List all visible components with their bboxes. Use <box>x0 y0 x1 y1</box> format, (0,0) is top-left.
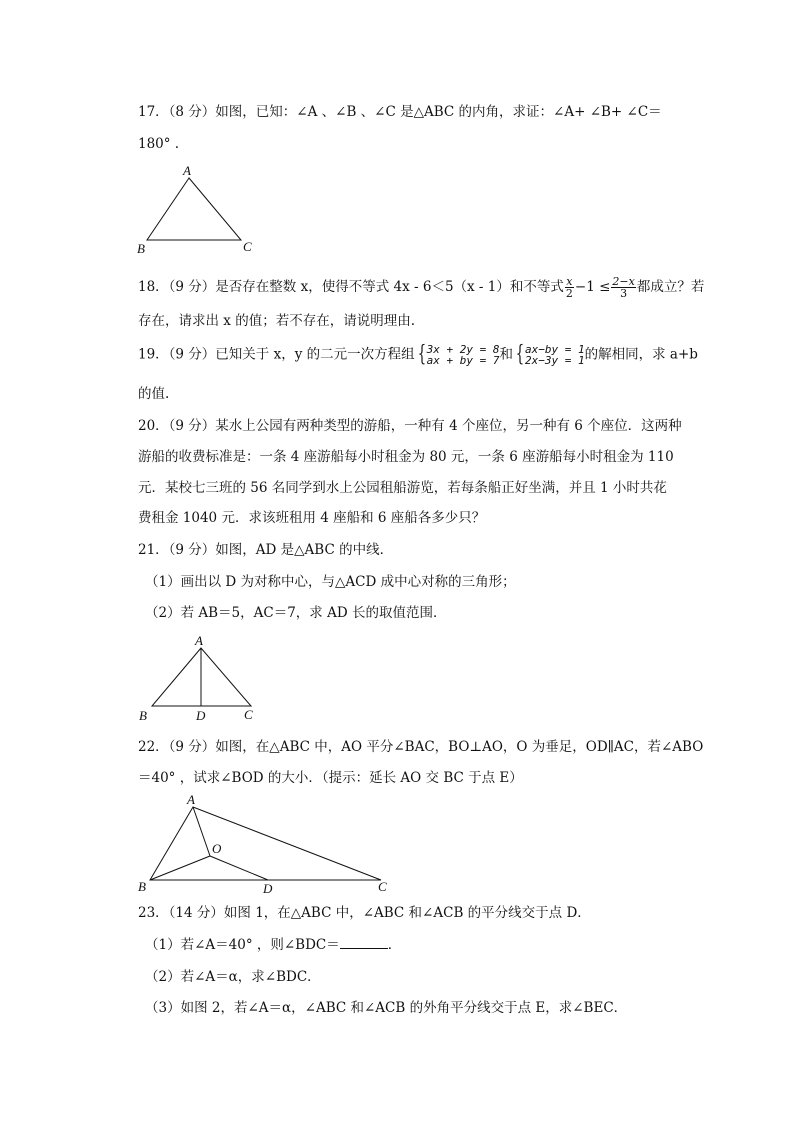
point-d-label: D <box>263 881 273 896</box>
q22-triangle-figure <box>130 790 400 900</box>
q19-text-b: 和 <box>499 346 513 363</box>
vertex-a-label: A <box>187 792 195 807</box>
segment-ao <box>193 807 210 856</box>
q20-line-2: 游船的收费标准是：一条 4 座游船每小时租金为 80 元，一条 6 座游船每小时租金为 110 <box>138 449 674 465</box>
equation-system-1: { 3x + 2y = 8 ax + by = 7 <box>417 342 500 367</box>
q19-line-1 <box>138 344 698 366</box>
q18-text-b: −1 ≤ <box>574 279 611 295</box>
q22-line-1: 22．（9 分）如图，在△ABC 中，AO 平分∠BAC，BO⊥AO，O 为垂足，OD∥AC，若∠ABO <box>138 739 704 755</box>
q21-median-figure <box>130 630 270 725</box>
q22-line-2: ＝40° ，试求∠BOD 的大小．（提示：延长 AO 交 BC 于点 E） <box>138 770 523 786</box>
triangle-abc <box>150 807 381 880</box>
answer-blank <box>340 936 388 949</box>
q21-sub-2: （2）若 AB＝5，AC＝7，求 AD 长的取值范围． <box>145 605 447 621</box>
q17-line-1: 17．（8 分）如图，已知：∠A 、∠B 、∠C 是△ABC 的内角，求证：∠A+ ∠B+ ∠C＝ <box>138 104 662 120</box>
q23-sub-2: （2）若∠A＝α，求∠BDC． <box>145 969 321 985</box>
q17-line-2: 180° . <box>138 136 180 152</box>
q20-line-1: 20．（9 分）某水上公园有两种类型的游船，一种有 4 个座位，另一种有 6 个座位．这两种 <box>138 418 682 434</box>
point-o-label: O <box>212 841 222 856</box>
q18-line-2: 存在，请求出 x 的值；若不存在，请说明理由. <box>138 313 415 329</box>
segment-bo <box>150 856 210 880</box>
q18-line-1 <box>138 276 704 299</box>
q23-sub-3: （3）如图 2，若∠A＝α，∠ABC 和∠ACB 的外角平分线交于点 E，求∠BEC． <box>145 1000 628 1016</box>
q19-text-a: 19．（9 分）已知关于 x，y 的二元一次方程组 <box>138 346 415 363</box>
fraction-x-over-2: $\frac{x}{2}$ <box>565 275 573 300</box>
q19-text-c: 的解相同，求 a+b <box>584 346 698 363</box>
equation-system-2: { ax−by = 1 2x−3y = 1 <box>515 342 585 367</box>
q20-line-4: 费租金 1040 元．求该班租用 4 座船和 6 座船各多少只？ <box>138 510 486 526</box>
q18-text-c: 都成立？若 <box>636 279 705 295</box>
q23-line-1: 23．（14 分）如图 1，在△ABC 中，∠ABC 和∠ACB 的平分线交于点 D． <box>138 905 591 921</box>
q21-line-1: 21．（9 分）如图，AD 是△ABC 的中线． <box>138 542 394 558</box>
vertex-a-label: A <box>195 633 203 648</box>
vertex-b-label: B <box>137 241 145 256</box>
point-d-label: D <box>196 708 206 723</box>
q19-line-2: 的值. <box>138 386 170 402</box>
vertex-c-label: C <box>243 239 252 254</box>
fraction-2-minus-x-over-3: $\frac{2-x}{3}$ <box>612 275 635 300</box>
vertex-b-label: B <box>139 708 147 723</box>
q20-line-3: 元．某校七三班的 56 名同学到水上公园租船游览，若每条船正好坐满，并且 1 小时共花 <box>138 480 667 496</box>
q23-sub-1: （1）若∠A＝40° ，则∠BDC＝ ． <box>145 937 402 953</box>
q17-triangle-figure <box>130 160 270 260</box>
q18-text-a: 18．（9 分）是否存在整数 x，使得不等式 4x - 6＜5（x - 1）和不等式 <box>138 279 564 295</box>
vertex-c-label: C <box>244 707 253 722</box>
vertex-b-label: B <box>138 879 146 894</box>
triangle-abc <box>147 178 241 240</box>
vertex-a-label: A <box>183 163 191 178</box>
segment-od <box>210 856 268 880</box>
vertex-c-label: C <box>378 879 387 894</box>
q21-sub-1: （1）画出以 D 为对称中心，与△ACD 成中心对称的三角形； <box>145 574 516 590</box>
